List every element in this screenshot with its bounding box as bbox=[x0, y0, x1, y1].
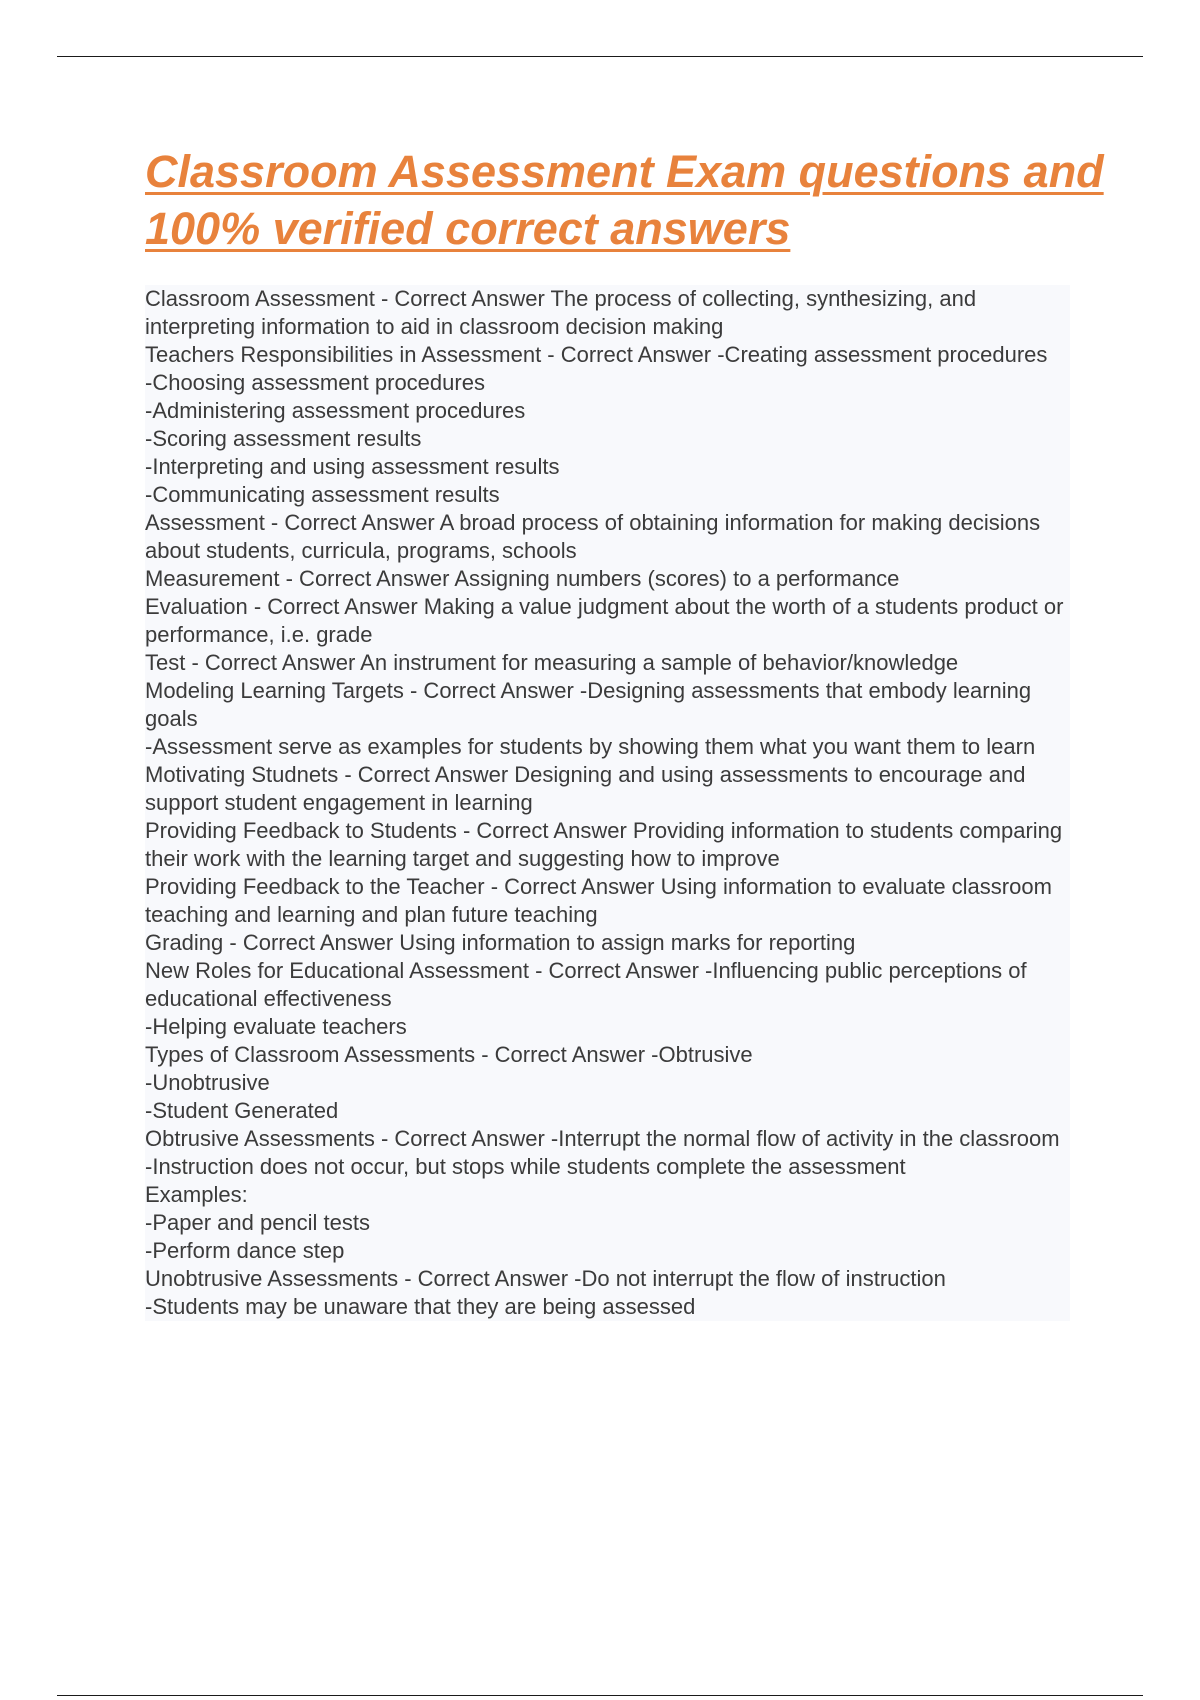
qa-line: Types of Classroom Assessments - Correct Answer -Obtrusive bbox=[145, 1042, 753, 1067]
qa-line: Measurement - Correct Answer Assigning numbers (scores) to a performance bbox=[145, 566, 900, 591]
qa-line: Modeling Learning Targets - Correct Answer -Designing assessments that embody learning goals bbox=[145, 678, 1032, 731]
qa-line: -Assessment serve as examples for students by showing them what you want them to learn bbox=[145, 734, 1036, 759]
qa-line: Examples: bbox=[145, 1182, 248, 1207]
qa-line: Grading - Correct Answer Using information to assign marks for reporting bbox=[145, 930, 856, 955]
qa-line: -Scoring assessment results bbox=[145, 426, 422, 451]
qa-line: Assessment - Correct Answer A broad process of obtaining information for making decisions about students, curricula, programs, schools bbox=[145, 510, 1041, 563]
qa-line: -Student Generated bbox=[145, 1098, 339, 1123]
qa-line: -Perform dance step bbox=[145, 1238, 345, 1263]
qa-line: -Unobtrusive bbox=[145, 1070, 270, 1095]
qa-line: -Choosing assessment procedures bbox=[145, 370, 485, 395]
qa-line: -Interpreting and using assessment results bbox=[145, 454, 560, 479]
qa-line: Teachers Responsibilities in Assessment - Correct Answer -Creating assessment procedures bbox=[145, 342, 1048, 367]
qa-line: -Paper and pencil tests bbox=[145, 1210, 371, 1235]
qa-line: Test - Correct Answer An instrument for measuring a sample of behavior/knowledge bbox=[145, 650, 959, 675]
qa-line: -Helping evaluate teachers bbox=[145, 1014, 407, 1039]
qa-line: Unobtrusive Assessments - Correct Answer -Do not interrupt the flow of instruction bbox=[145, 1266, 946, 1291]
page-title: Classroom Assessment Exam questions and 100% verified correct answers bbox=[145, 146, 1104, 254]
qa-line: Providing Feedback to the Teacher - Correct Answer Using information to evaluate classroom teaching and learning and plan future teaching bbox=[145, 874, 1052, 927]
qa-line: New Roles for Educational Assessment - Correct Answer -Influencing public perceptions of educational effectiveness bbox=[145, 958, 1027, 1011]
qa-line: -Students may be unaware that they are being assessed bbox=[145, 1294, 696, 1319]
qa-line: Evaluation - Correct Answer Making a value judgment about the worth of a students product or performance, i.e. grade bbox=[145, 594, 1064, 647]
qa-line: Classroom Assessment - Correct Answer The process of collecting, synthesizing, and interpreting information to aid in classroom decision making bbox=[145, 286, 977, 339]
qa-line: -Instruction does not occur, but stops while students complete the assessment bbox=[145, 1154, 906, 1179]
qa-line: -Administering assessment procedures bbox=[145, 398, 526, 423]
qa-line: Motivating Studnets - Correct Answer Designing and using assessments to encourage and support student engagement in learning bbox=[145, 762, 1026, 815]
qa-line: -Communicating assessment results bbox=[145, 482, 500, 507]
qa-line: Providing Feedback to Students - Correct Answer Providing information to students comparing their work with the learning target and suggesting how to improve bbox=[145, 818, 1063, 871]
header-rule bbox=[57, 56, 1143, 57]
qa-line: Obtrusive Assessments - Correct Answer -Interrupt the normal flow of activity in the classroom bbox=[145, 1126, 1060, 1151]
qa-list bbox=[145, 285, 1070, 1321]
footer-rule bbox=[57, 1695, 1143, 1696]
